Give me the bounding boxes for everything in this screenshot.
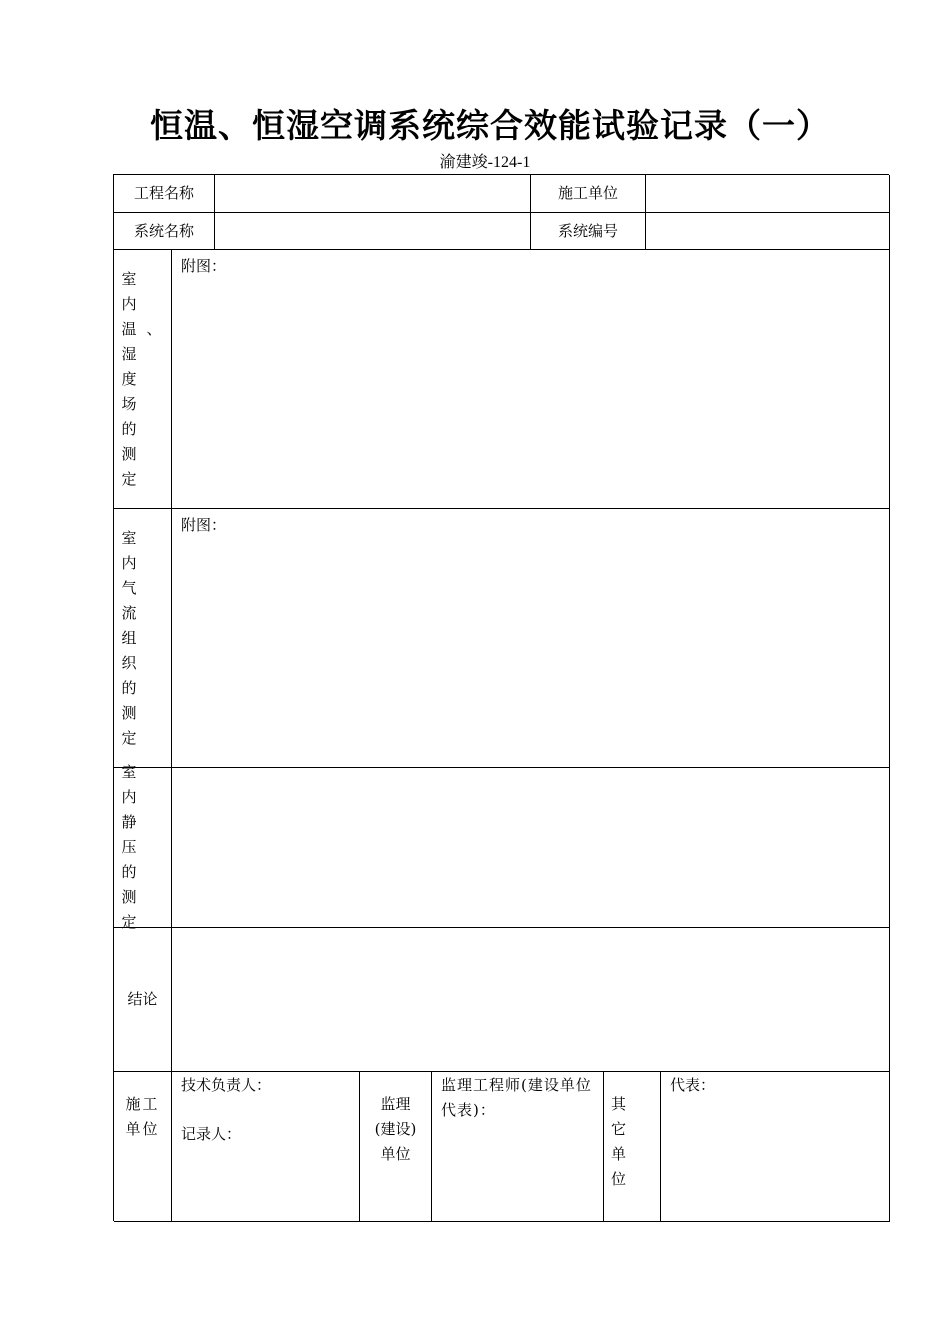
supervision-engineer-label: 监理工程师(建设单位代表)： [441,1076,592,1119]
construction-unit-sign-label [114,1072,172,1222]
project-name-field[interactable] [215,175,531,213]
tech-lead-label: 技术负责人： [181,1076,272,1094]
airflow-attachment-label: 附图： [181,516,227,534]
page-title: 恒温、恒湿空调系统综合效能试验记录（一） [150,106,830,145]
construction-unit-label: 施工单位 [531,175,646,213]
system-number-field[interactable] [646,213,890,250]
representative-label: 代表： [670,1076,716,1094]
other-unit-text: 其它单位 [611,1095,635,1188]
airflow-label-text: 室内气流组织的测定 [121,528,147,747]
supervision-unit-text: 监理(建设)单位 [374,1095,417,1163]
system-name-label: 系统名称 [114,213,215,250]
conclusion-field[interactable] [172,928,890,1072]
supervision-sign-field[interactable] [432,1072,604,1222]
temp-humidity-attachment-label: 附图： [181,257,227,275]
airflow-field[interactable] [172,509,890,768]
temp-humidity-label-text: 室内温、湿度场的测定 [121,269,172,488]
system-name-field[interactable] [215,213,531,250]
system-number-label: 系统编号 [531,213,646,250]
record-table [113,174,889,1221]
other-unit-label [604,1072,661,1222]
static-pressure-label-text: 室内静压的测定 [121,763,147,931]
airflow-label [114,509,172,768]
supervision-unit-label [360,1072,432,1222]
construction-unit-sign-text: 施工单位 [125,1095,160,1138]
recorder-label: 记录人： [181,1125,242,1143]
construction-unit-field[interactable] [646,175,890,213]
conclusion-label: 结论 [114,928,172,1072]
temp-humidity-field[interactable] [172,250,890,509]
form-code: 渝建竣-124-1 [439,154,531,171]
other-sign-field[interactable] [661,1072,890,1222]
static-pressure-field[interactable] [172,768,890,928]
project-name-label: 工程名称 [114,175,215,213]
static-pressure-label [114,763,172,931]
construction-sign-field[interactable] [172,1072,360,1222]
temp-humidity-label [114,250,172,509]
